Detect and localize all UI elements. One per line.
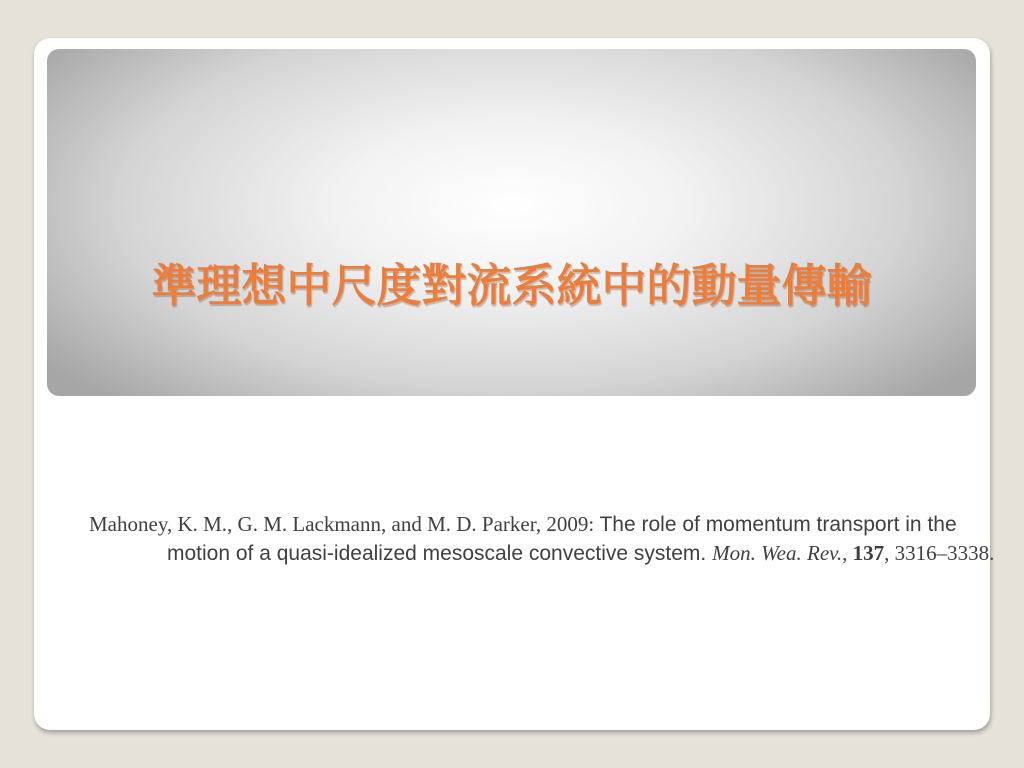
citation-journal: Mon. Wea. Rev.: [712, 541, 843, 565]
citation-pages: , 3316–3338.: [884, 541, 995, 565]
title-band: [47, 49, 976, 396]
citation-volume: 137: [852, 541, 885, 565]
citation-sep: ,: [842, 541, 853, 565]
slide: [34, 38, 995, 730]
citation-article-title: The role of momentum transport in the motion of a quasi-idealized mesoscale convective system.: [167, 513, 957, 565]
citation-authors: Mahoney, K. M., G. M. Lackmann, and M. D. Parker, 2009:: [89, 512, 600, 536]
citation: [89, 510, 1007, 568]
slide-title: 準理想中尺度對流系統中的動量傳輸: [151, 259, 872, 312]
